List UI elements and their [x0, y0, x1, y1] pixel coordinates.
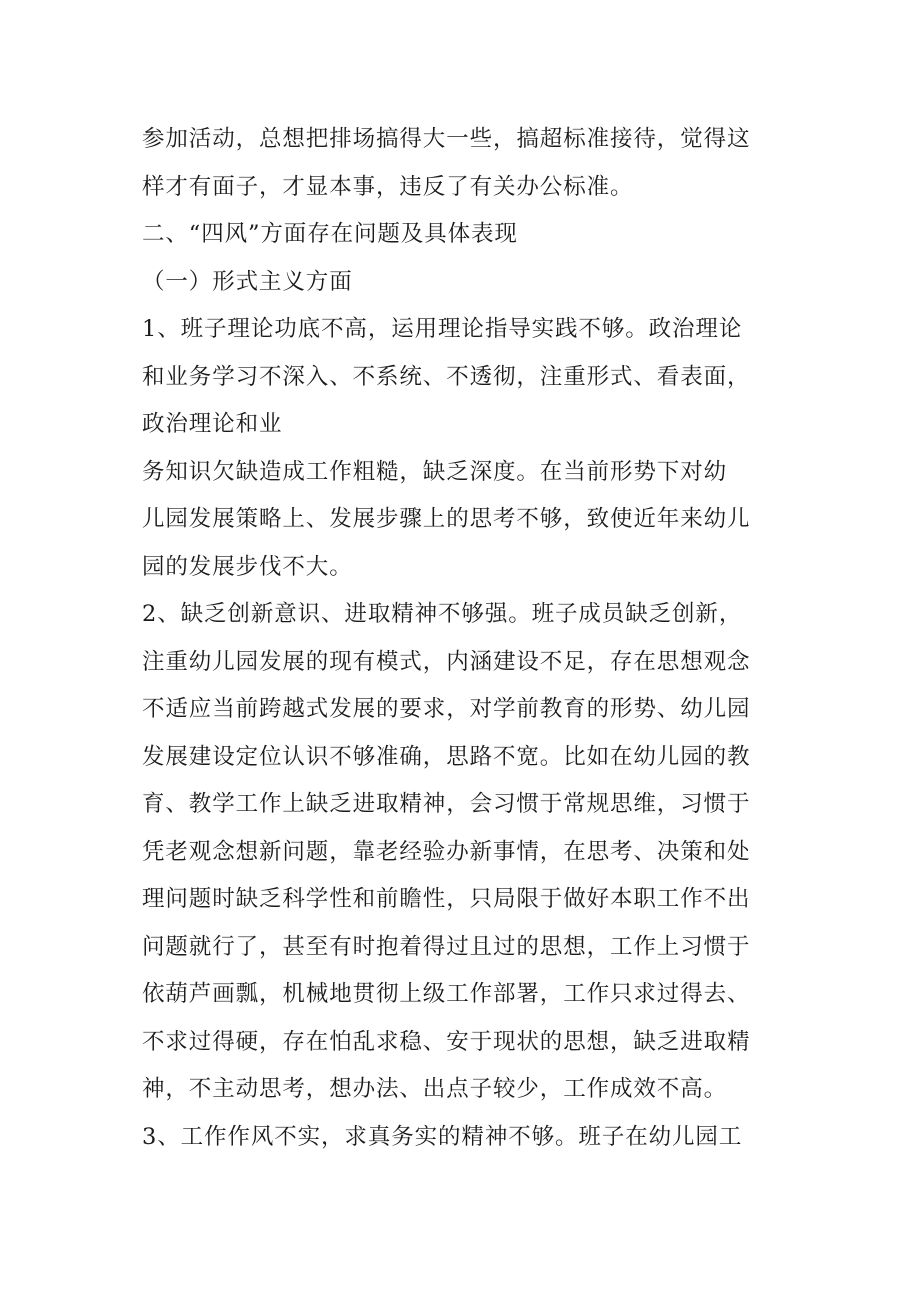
text-line: 凭老观念想新问题，靠老经验办新事情，在思考、决策和处	[142, 838, 751, 865]
text-line: 理问题时缺乏科学性和前瞻性，只局限于做好本职工作不出	[142, 886, 751, 912]
text-line: 2、缺乏创新意识、进取精神不够强。班子成员缺乏创新，	[142, 601, 743, 627]
subsection-heading: （一）形式主义方面	[142, 268, 353, 295]
section-heading: 二、“四风”方面存在问题及具体表现	[142, 221, 518, 247]
text-line: 政治理论和业	[142, 411, 283, 437]
text-line: 不求过得硬，存在怕乱求稳、安于现状的思想，缺乏进取精	[142, 1028, 751, 1055]
text-line: 儿园发展策略上、发展步骤上的思考不够，致使近年来幼儿	[142, 506, 751, 532]
text-line: 参加活动，总想把排场搞得大一些，搞超标准接待，觉得这	[142, 126, 751, 152]
text-line: 务知识欠缺造成工作粗糙，缺乏深度。在当前形势下对幼	[142, 458, 728, 485]
text-line: 园的发展步伐不大。	[142, 553, 353, 580]
text-line: 发展建设定位认识不够准确，思路不宽。比如在幼儿园的教	[142, 743, 751, 770]
text-line: 注重幼儿园发展的现有模式，内涵建设不足，存在思想观念	[142, 648, 751, 675]
text-line: 育、教学工作上缺乏进取精神，会习惯于常规思维，习惯于	[142, 791, 751, 817]
text-line: 问题就行了，甚至有时抱着得过且过的思想，工作上习惯于	[142, 933, 751, 960]
text-line: 1、班子理论功底不高，运用理论指导实践不够。政治理论	[142, 316, 743, 342]
text-line: 依葫芦画瓢，机械地贯彻上级工作部署，工作只求过得去、	[142, 981, 751, 1007]
text-line: 神，不主动思考，想办法、出点子较少，工作成效不高。	[142, 1076, 728, 1102]
text-line: 和业务学习不深入、不系统、不透彻，注重形式、看表面，	[142, 363, 751, 390]
text-line: 不适应当前跨越式发展的要求，对学前教育的形势、幼儿园	[142, 696, 751, 722]
text-line: 样才有面子，才显本事，违反了有关办公标准。	[142, 173, 634, 200]
text-line: 3、工作作风不实，求真务实的精神不够。班子在幼儿园工	[142, 1123, 743, 1150]
document-body	[142, 116, 802, 1161]
